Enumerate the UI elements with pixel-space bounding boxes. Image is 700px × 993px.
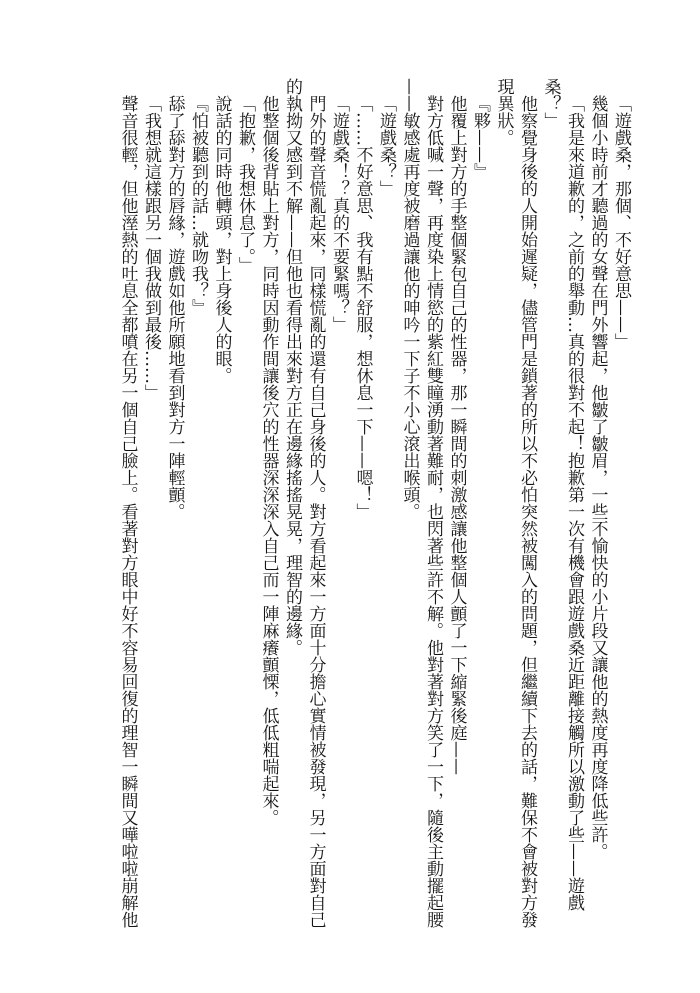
text-line: 他覆上對方的手整個緊包自己的性器，那一瞬間的刺激感讓他整個人顫了一下縮緊後庭—— (446, 95, 467, 775)
text-line: 「……不好意思、我有點不舒服，想休息一下——嗯！」 (352, 95, 373, 520)
text-line: 舔了舔對方的唇緣，遊戲如他所願地看到對方一陣輕顫。 (164, 95, 185, 520)
text-line: 幾個小時前才聽過的女聲在門外響起，他皺了皺眉，一些不愉快的小片段又讓他的熱度再度降低些許。 (587, 95, 608, 860)
text-line: 「抱歉，我想休息了。」 (235, 95, 255, 274)
text-line: 「我想就這樣跟另一個我做到最後……」 (141, 95, 161, 401)
text-line: 『夥——』 (470, 95, 490, 180)
text-line: 「遊戲桑？」 (376, 95, 396, 197)
text-line: 門外的聲音慌亂起來，同樣慌亂的還有自己身後的人。對方看起來一方面十分擔心實情被發現，另一方面對自己 (305, 95, 326, 928)
text-line: 桑？」 (540, 78, 561, 129)
text-line: 「遊戲桑！？真的不要緊嗎？」 (329, 95, 349, 333)
text-line: 「遊戲桑，那個、不好意思——」 (611, 95, 631, 350)
text-line: 說話的同時他轉頭，對上身後人的眼。 (211, 95, 232, 384)
text-line: 現異狀。 (493, 78, 514, 146)
text-line: 他整個後背貼上對方，同時因動作間讓後穴的性器深深深入自己而一陣麻癢顫慄，低低粗喘起來。 (258, 95, 279, 826)
text-line: 對方低喊一聲，再度染上情慾的紫紅雙瞳湧動著難耐，也閃著些許不解。他對著對方笑了一下，隨後主動擺起腰 (423, 95, 443, 928)
vertical-text-body (115, 78, 632, 938)
text-line: 聲音很輕，但他溼熱的吐息全都噴在另一個自己臉上。看著對方眼中好不容易回復的理智一瞬間又嘩啦啦崩解他 (117, 95, 138, 928)
text-line: 「我是來道歉的，之前的舉動…真的很對不起！抱歉第一次有機會跟遊戲桑近距離接觸所以激動了些——遊戲 (564, 95, 584, 911)
text-line: 的執拗又感到不解——但他也看得出來對方正在邊緣搖搖晃晃，理智的邊緣。 (282, 78, 302, 656)
text-line: 『怕被聽到的話…就吻我？』 (188, 95, 208, 316)
text-line: 他察覺身後的人開始遲疑，儘管門是鎖著的所以不必怕突然被闖入的問題，但繼續下去的話，難保不會被對方發 (517, 95, 537, 928)
text-line: ——敏感處再度被磨過讓他的呻吟一下子不小心滾出喉頭。 (399, 78, 420, 520)
